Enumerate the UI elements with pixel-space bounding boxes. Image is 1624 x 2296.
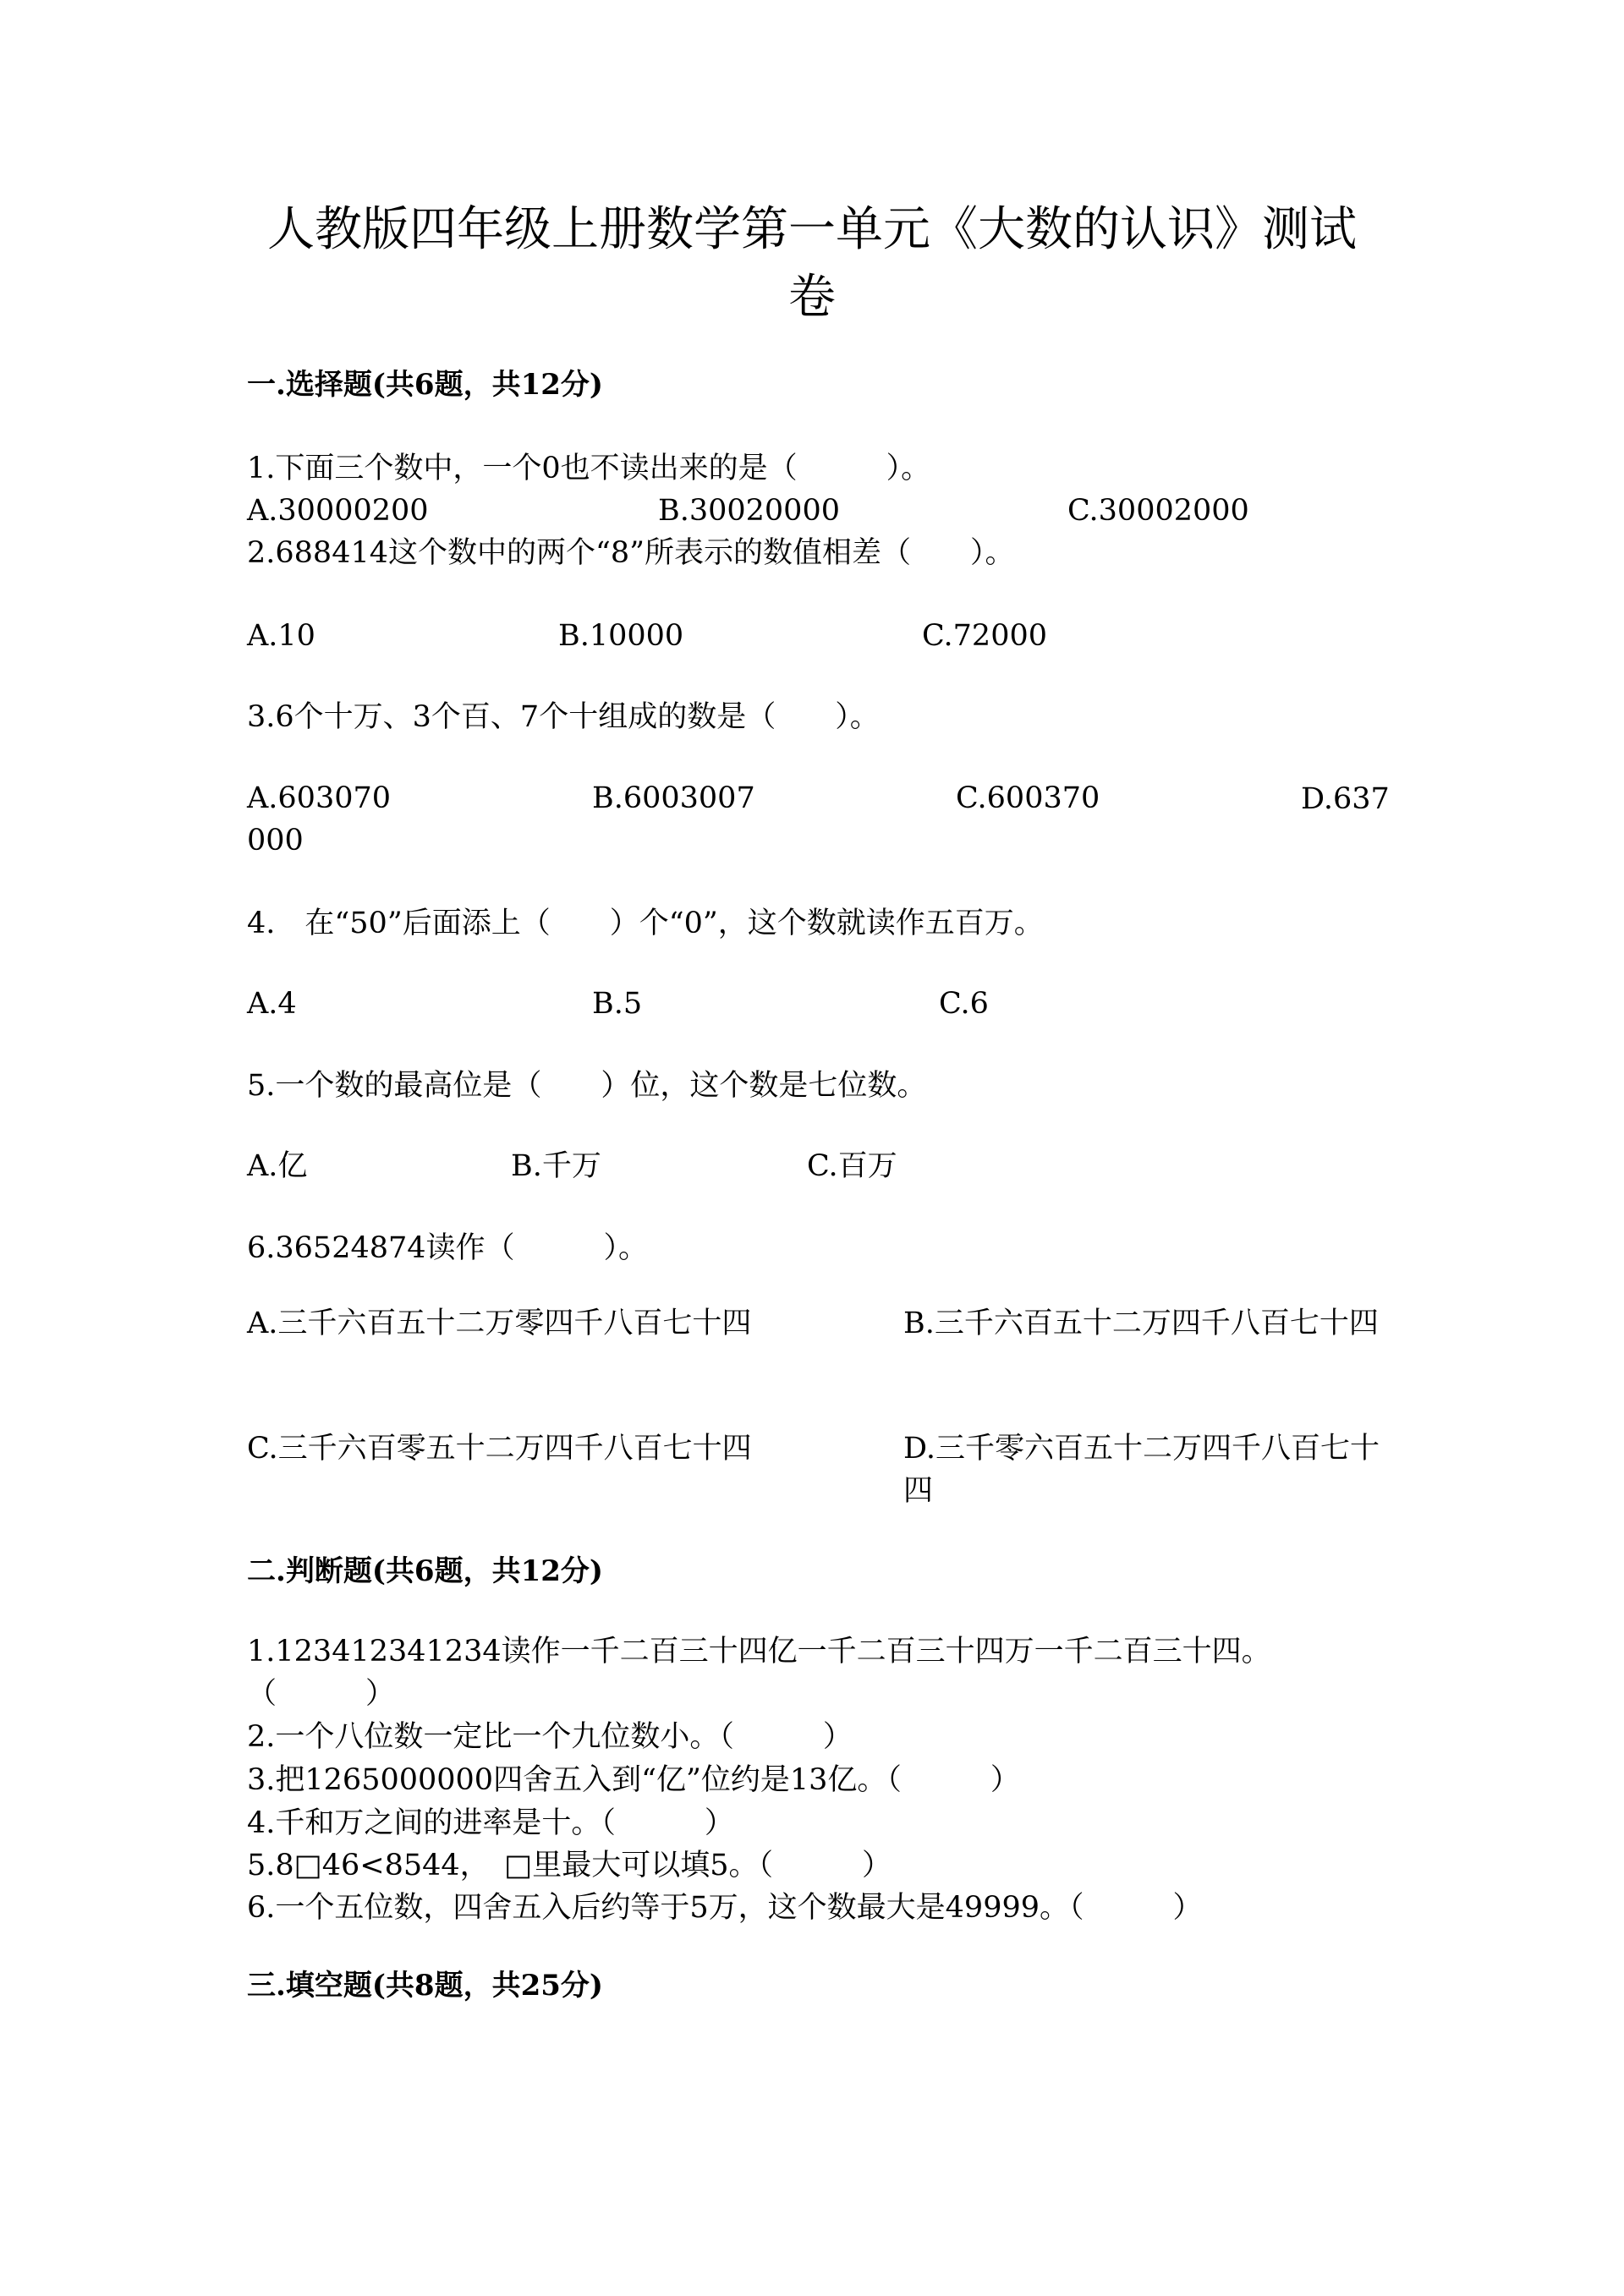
question-stem: 1.下面三个数中，一个0也不读出来的是（ ）。 <box>247 452 931 485</box>
question-stem: 5.一个数的最高位是（ ）位，这个数是七位数。 <box>247 1069 927 1103</box>
option-c: C.百万 <box>807 1149 897 1183</box>
option-d-text: D.637 <box>1301 782 1390 816</box>
option-b: B.5 <box>592 987 643 1021</box>
section-heading-fill-in: 三.填空题(共8题，共25分) <box>247 1969 603 2003</box>
question-stem: 2.一个八位数一定比一个九位数小。（ ） <box>247 1720 853 1754</box>
option-b: B.30020000 <box>658 494 840 528</box>
question-stem: 5.8□46<8544， □里最大可以填5。（ ） <box>247 1849 892 1882</box>
question-stem: 3.把1265000000四舍五入到“亿”位约是13亿。（ ） <box>247 1763 1020 1797</box>
question-stem: 4.千和万之间的进率是十。（ ） <box>247 1806 734 1840</box>
question-stem: 3.6个十万、3个百、7个十组成的数是（ ）。 <box>247 700 880 734</box>
option-c: C.72000 <box>922 619 1047 653</box>
option-d: D.三千零六百五十二万四千八百七十四 <box>903 1432 1380 1508</box>
option-d-continuation: 000 <box>247 824 304 858</box>
option-c: C.600370 <box>956 781 1100 815</box>
option-a: A.亿 <box>247 1149 308 1183</box>
option-b: B.千万 <box>511 1149 601 1183</box>
section-heading-choice: 一.选择题(共6题，共12分) <box>247 368 603 402</box>
option-d <box>1301 778 1394 820</box>
question-stem: 6.36524874读作（ ）。 <box>247 1231 649 1265</box>
question-stem: 2.688414这个数中的两个“8”所表示的数值相差（ ）。 <box>247 536 1015 570</box>
option-a: A.603070 <box>247 781 392 815</box>
option-a: A.30000200 <box>247 494 429 528</box>
question-stem: 1.123412341234读作一千二百三十四亿一千二百三十四万一千二百三十四。（ ） <box>247 1635 1271 1711</box>
option-b: B.10000 <box>558 619 684 653</box>
option-c: C.30002000 <box>1067 494 1249 528</box>
option-a: A.4 <box>247 987 297 1021</box>
option-c: C.三千六百零五十二万四千八百七十四 <box>247 1432 752 1466</box>
option-c: C.6 <box>939 987 989 1021</box>
option-b: B.6003007 <box>592 781 755 815</box>
option-b: B.三千六百五十二万四千八百七十四 <box>903 1307 1379 1340</box>
section-heading-judgment: 二.判断题(共6题，共12分) <box>247 1554 603 1588</box>
question-stem: 4. 在“50”后面添上（ ）个“0”，这个数就读作五百万。 <box>247 907 1044 940</box>
option-a: A.10 <box>247 619 315 653</box>
option-a: A.三千六百五十二万零四千八百七十四 <box>247 1307 752 1340</box>
question-stem: 6.一个五位数，四舍五入后约等于5万，这个数最大是49999。（ ） <box>247 1891 1203 1925</box>
page-title: 人教版四年级上册数学第一单元《大数的认识》测试卷 <box>267 202 1357 325</box>
